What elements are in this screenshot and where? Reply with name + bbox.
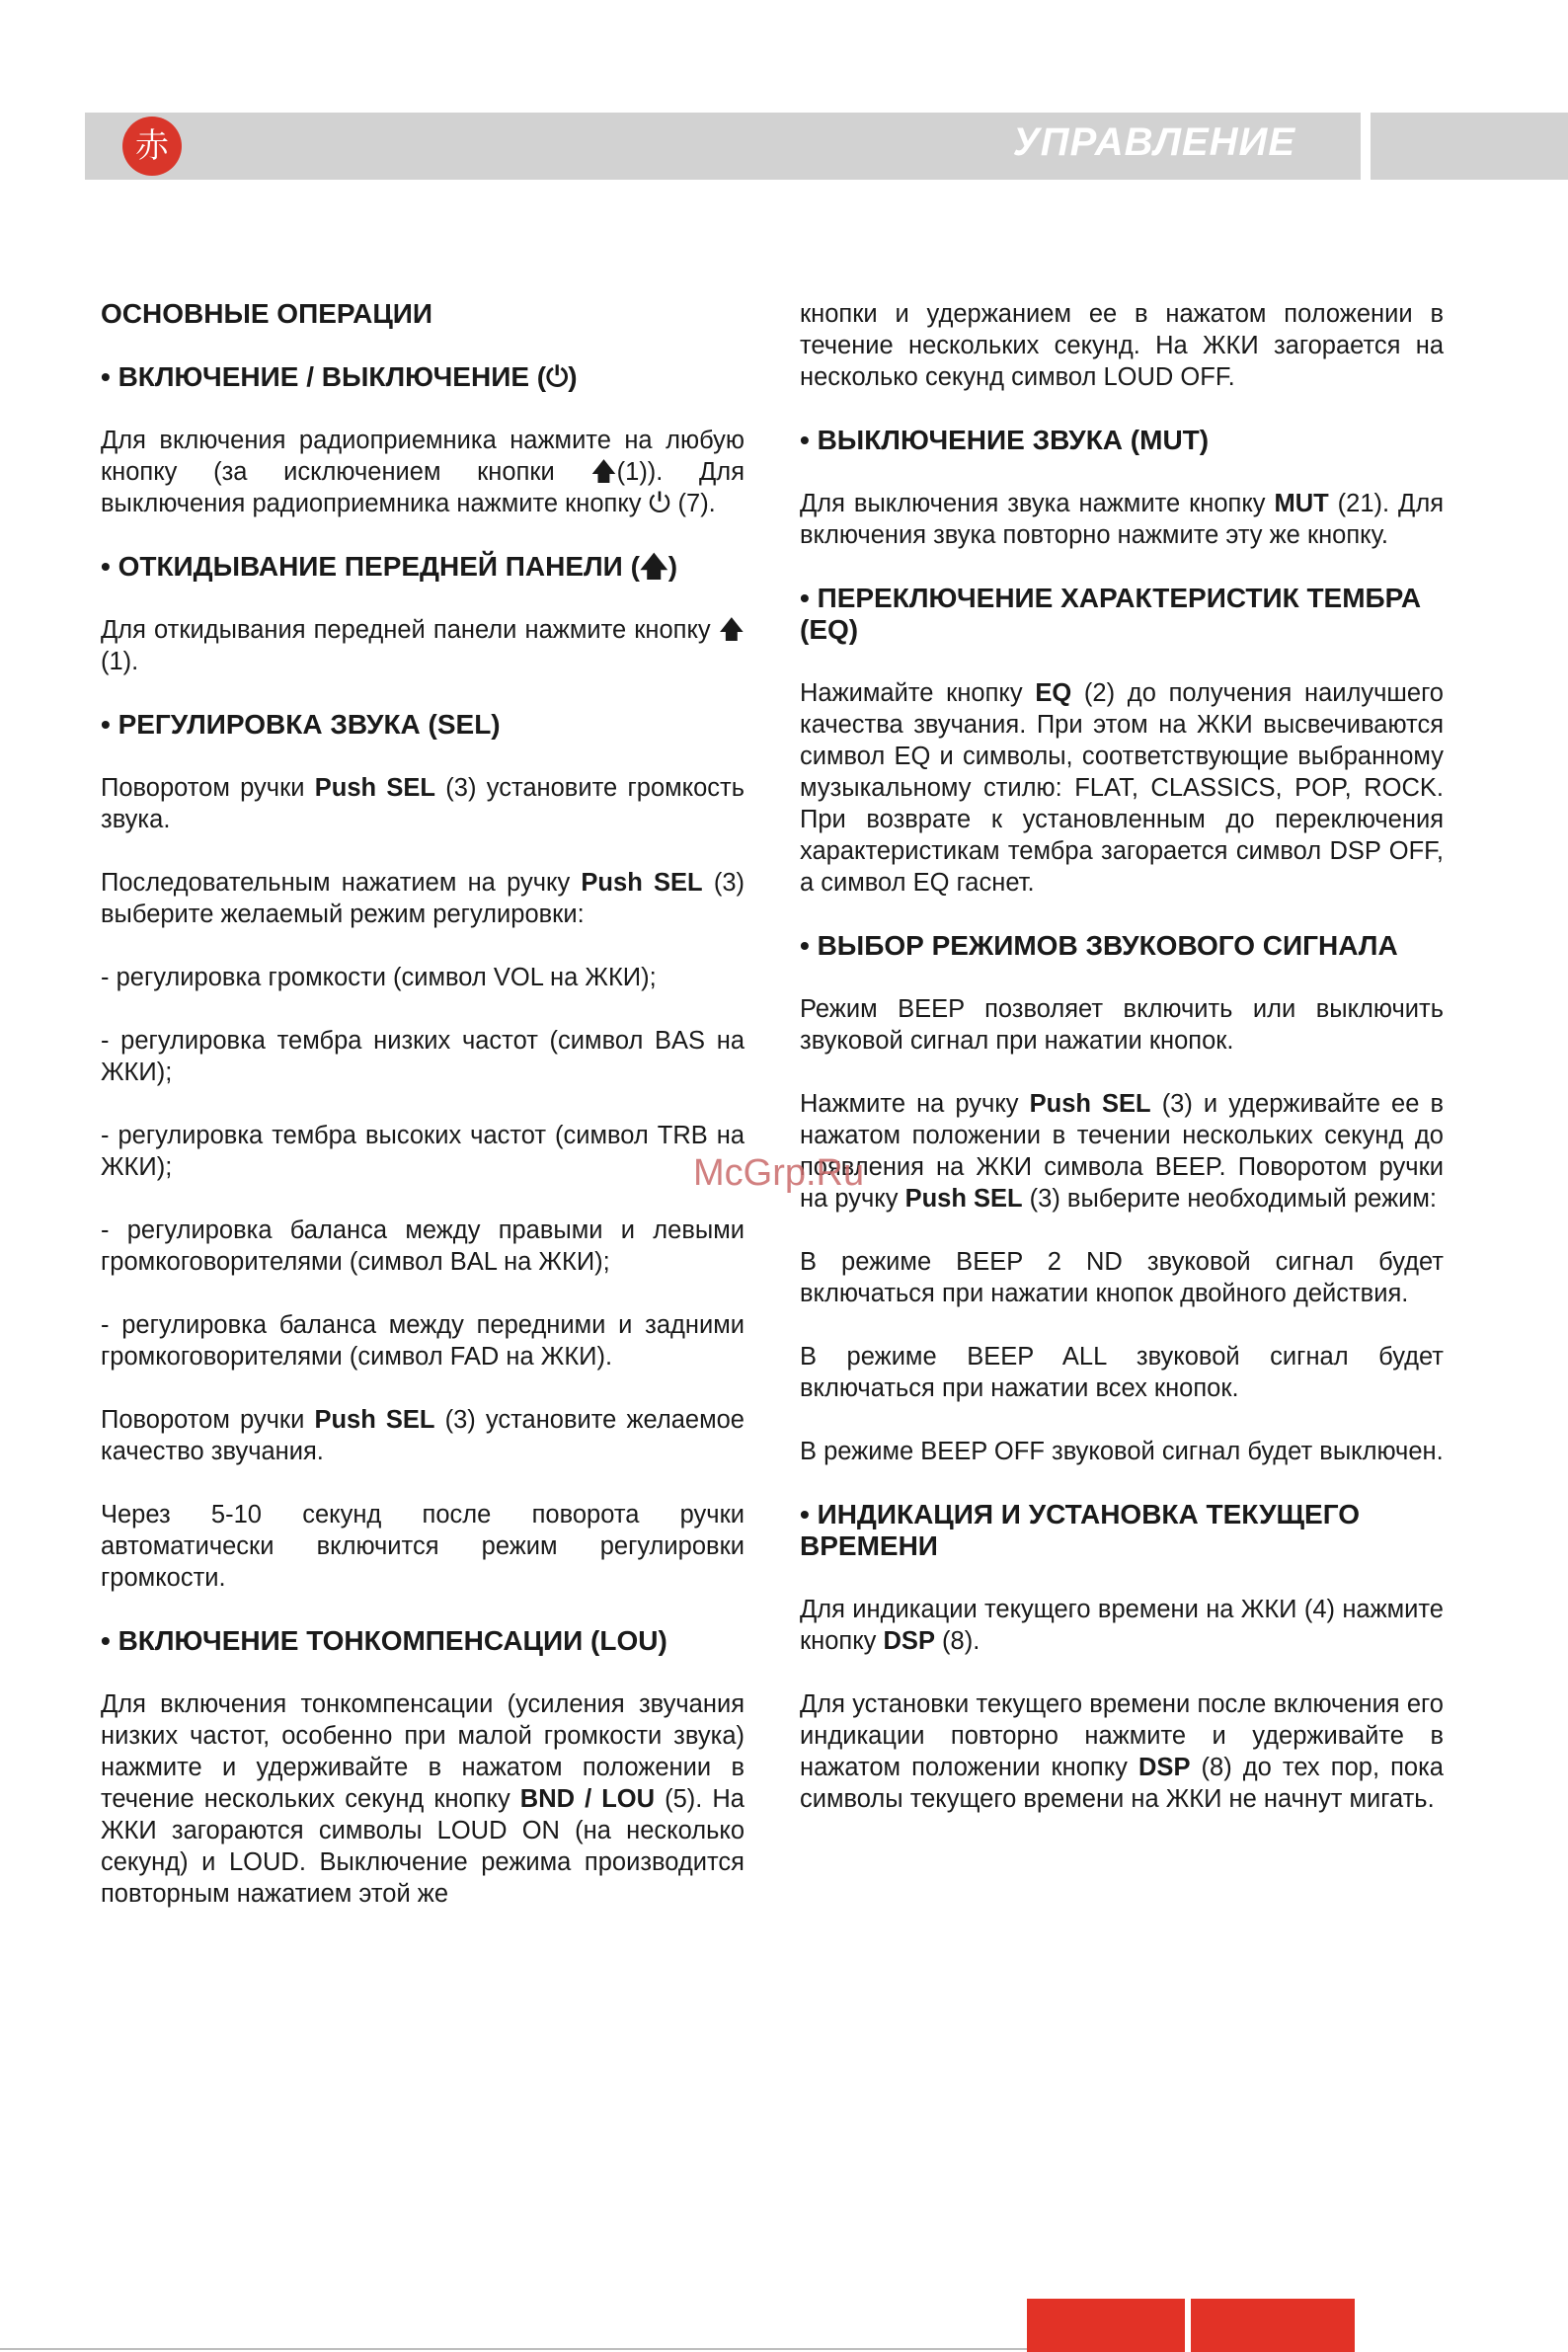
- section-lou-text: Для включения тонкомпенсации (усиления звучания низких частот, особенно при малой громкости звука) нажмите и удерживайте в нажатом положении в течение нескольких секунд кнопку BND / LOU (5). На ЖКИ загораются символы LOUD ON (на несколько секунд) и LOUD. Выключение режима производится повторным нажатием этой же: [101, 1690, 745, 1908]
- section-eq-text: Нажимайте кнопку EQ (2) до получения наилучшего качества звучания. При этом на ЖКИ высвечиваются символ EQ и символы, соответствующие выбранному музыкальному стилю: FLAT, CLASSICS, POP, ROCK. При возврате к установленным до переключения характеристикам тембра загорается символ DSP OFF, а символ EQ гаснет.: [800, 679, 1444, 897]
- section-power-title: • ВКЛЮЧЕНИЕ / ВЫКЛЮЧЕНИЕ (⏻): [101, 361, 578, 392]
- section-mut-title: • ВЫКЛЮЧЕНИЕ ЗВУКА (MUT): [800, 425, 1210, 455]
- sel-item-trb: - регулировка тембра высоких частот (символ TRB на ЖКИ);: [101, 1122, 745, 1181]
- section-mut-text: Для выключения звука нажмите кнопку MUT (21). Для включения звука повторно нажмите эту же кнопку.: [800, 490, 1445, 549]
- section-beep-text-2: Нажмите на ручку Push SEL (3) и удерживайте ее в нажатом положении в течении нескольких секунд до появления на ЖКИ символа BEEP. Поворотом ручки на ручку Push SEL (3) выберите необходимый режим:: [800, 1090, 1444, 1213]
- section-panel-text: Для откидывания передней панели нажмите кнопку 🡅 (1).: [101, 616, 745, 675]
- section-sel-text-4: Через 5-10 секунд после поворота ручки автоматически включится режим регулировки громкости.: [101, 1501, 745, 1592]
- sel-item-bal: - регулировка баланса между правыми и левыми громкоговорителями (символ BAL на ЖКИ);: [101, 1216, 745, 1276]
- section-panel-title: • ОТКИДЫВАНИЕ ПЕРЕДНЕЙ ПАНЕЛИ (🡅): [101, 551, 678, 582]
- page-title: УПРАВЛЕНИЕ: [1012, 120, 1295, 164]
- section-lou-title: • ВКЛЮЧЕНИЕ ТОНКОМПЕНСАЦИИ (LOU): [101, 1625, 667, 1656]
- section-sel-text-3: Поворотом ручки Push SEL (3) установите желаемое качество звучания.: [101, 1406, 745, 1465]
- footer-divider: [0, 2348, 1027, 2350]
- sel-item-bas: - регулировка тембра низких частот (символ BAS на ЖКИ);: [101, 1027, 745, 1086]
- section-clock-text-1: Для индикации текущего времени на ЖКИ (4) нажмите кнопку DSP (8).: [800, 1596, 1444, 1655]
- section-clock-text-2: Для установки текущего времени после включения его индикации повторно нажмите и удерживайте в нажатом положении кнопку DSP (8) до тех пор, пока символы текущего времени на ЖКИ не начнут мигать.: [800, 1690, 1444, 1813]
- left-column: [101, 298, 745, 1941]
- section-eq-title: • ПЕРЕКЛЮЧЕНИЕ ХАРАКТЕРИСТИК ТЕМБРА (EQ): [800, 583, 1422, 645]
- footer-accent-block-right: [1191, 2299, 1355, 2352]
- watermark-text: McGrp.Ru: [693, 1152, 865, 1194]
- footer-accent-block-left: [1027, 2299, 1185, 2352]
- section-sel-title: • РЕГУЛИРОВКА ЗВУКА (SEL): [101, 709, 501, 740]
- sel-item-vol: - регулировка громкости (символ VOL на ЖКИ);: [101, 964, 657, 991]
- section-beep-text-5: В режиме BEEP OFF звуковой сигнал будет выключен.: [800, 1438, 1444, 1465]
- section-beep-text-3: В режиме BEEP 2 ND звуковой сигнал будет включаться при нажатии кнопок двойного действия.: [800, 1248, 1444, 1307]
- right-column: [800, 298, 1444, 1846]
- section-sel-text-1: Поворотом ручки Push SEL (3) установите громкость звука.: [101, 774, 745, 833]
- section-lou-continued: кнопки и удержанием ее в нажатом положении в течение нескольких секунд. На ЖКИ загорается на несколько секунд символ LOUD OFF.: [800, 300, 1444, 391]
- section-sel-text-2: Последовательным нажатием на ручку Push SEL (3) выберите желаемый режим регулировки:: [101, 869, 745, 928]
- main-heading: ОСНОВНЫЕ ОПЕРАЦИИ: [101, 298, 433, 329]
- section-power-text: Для включения радиоприемника нажмите на любую кнопку (за исключением кнопки 🡅(1)). Для выключения радиоприемника нажмите кнопку ⏻ (7).: [101, 427, 745, 517]
- section-beep-text-4: В режиме BEEP ALL звуковой сигнал будет включаться при нажатии всех кнопок.: [800, 1343, 1444, 1402]
- header-tab-block: [1371, 113, 1568, 180]
- section-clock-title: • ИНДИКАЦИЯ И УСТАНОВКА ТЕКУЩЕГО ВРЕМЕНИ: [800, 1499, 1360, 1561]
- section-beep-title: • ВЫБОР РЕЖИМОВ ЗВУКОВОГО СИГНАЛА: [800, 930, 1398, 961]
- sel-item-fad: - регулировка баланса между передними и задними громкоговорителями (символ FAD на ЖКИ).: [101, 1311, 745, 1371]
- brand-logo: 赤: [122, 117, 182, 176]
- section-beep-text-1: Режим BEEP позволяет включить или выключить звуковой сигнал при нажатии кнопок.: [800, 995, 1444, 1055]
